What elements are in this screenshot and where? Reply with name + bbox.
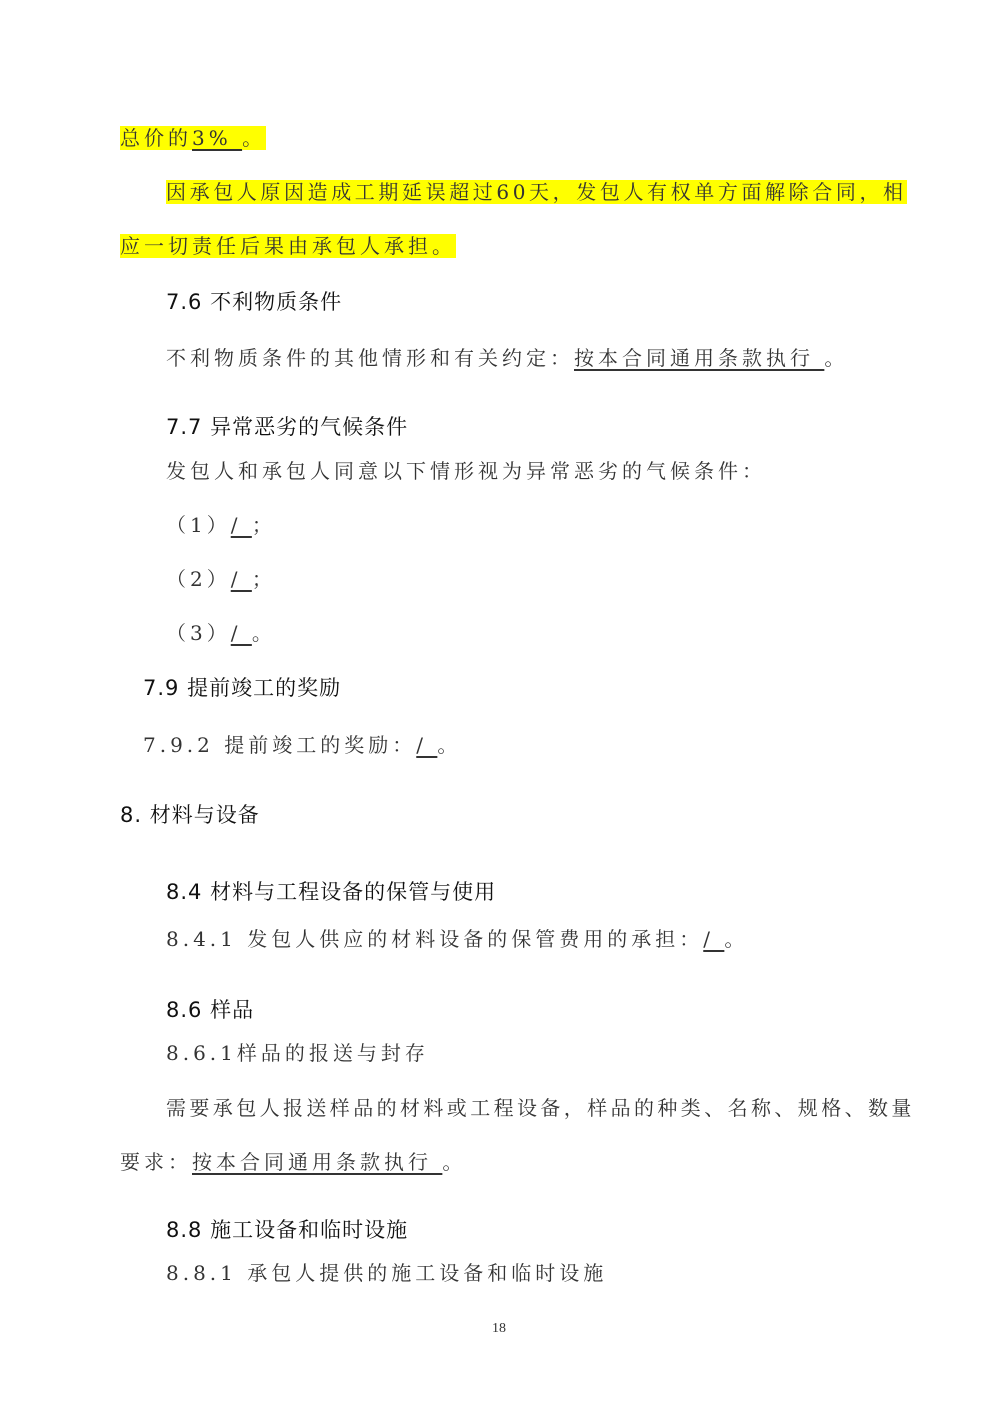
section-heading-7-7: 7.7 异常恶劣的气候条件 <box>166 415 409 439</box>
list-item <box>166 509 276 538</box>
text-fragment: 。 <box>824 346 849 370</box>
chapter-heading-8: 8. 材料与设备 <box>120 803 260 827</box>
text-fragment: 。 <box>724 927 749 951</box>
paragraph-price-ratio <box>120 122 266 151</box>
text-fragment: 不利物质条件的其他情形和有关约定： <box>166 346 574 370</box>
paragraph-7-9-2 <box>143 729 461 758</box>
section-heading-7-9: 7.9 提前竣工的奖励 <box>143 676 342 700</box>
text-fragment: 要求： <box>120 1150 192 1174</box>
fill-in-value: 3% <box>192 126 243 150</box>
fill-in-value: / <box>230 621 252 645</box>
subsection-8-6-1: 8.6.1样品的报送与封存 <box>166 1041 429 1065</box>
text-fragment: 总价的 <box>120 126 192 150</box>
list-item-label: （3） <box>166 621 231 645</box>
fill-in-value: / <box>703 927 725 951</box>
subsection-8-8-1: 8.8.1 承包人提供的施工设备和临时设施 <box>166 1261 608 1285</box>
page-number: 18 <box>492 1321 506 1336</box>
text-fragment: 应一切责任后果由承包人承担。 <box>120 234 456 258</box>
fill-in-value: 按本合同通用条款执行 <box>574 346 825 370</box>
list-item-label: （1） <box>166 513 231 537</box>
text-fragment: 。 <box>442 1150 467 1174</box>
text-fragment: 8.4.1 发包人供应的材料设备的保管费用的承担： <box>166 927 704 951</box>
paragraph-termination-line-1 <box>166 176 907 205</box>
paragraph-termination-line-2 <box>120 230 456 259</box>
text-fragment: 因承包人原因造成工期延误超过60天，发包人有权单方面解除合同，相 <box>166 180 907 204</box>
paragraph-8-6-1-line-2 <box>120 1146 466 1175</box>
fill-in-value: / <box>230 567 252 591</box>
text-fragment: ； <box>251 567 276 591</box>
list-item <box>166 617 276 646</box>
section-heading-8-8: 8.8 施工设备和临时设施 <box>166 1218 409 1242</box>
paragraph-7-6 <box>166 342 848 371</box>
text-fragment: 。 <box>251 621 276 645</box>
section-heading-7-6: 7.6 不利物质条件 <box>166 290 343 314</box>
text-fragment: 7.9.2 提前竣工的奖励： <box>143 733 417 757</box>
paragraph-8-6-1-line-1: 需要承包人报送样品的材料或工程设备，样品的种类、名称、规格、数量 <box>166 1096 915 1120</box>
paragraph-7-7: 发包人和承包人同意以下情形视为异常恶劣的气候条件： <box>166 459 766 483</box>
section-heading-8-6: 8.6 样品 <box>166 998 255 1022</box>
fill-in-value: / <box>416 733 438 757</box>
text-fragment: 。 <box>242 126 267 150</box>
paragraph-8-4-1 <box>166 923 748 952</box>
fill-in-value: 按本合同通用条款执行 <box>192 1150 443 1174</box>
fill-in-value: / <box>230 513 252 537</box>
text-fragment: ； <box>251 513 276 537</box>
list-item <box>166 563 276 592</box>
text-fragment: 。 <box>437 733 462 757</box>
section-heading-8-4: 8.4 材料与工程设备的保管与使用 <box>166 880 497 904</box>
list-item-label: （2） <box>166 567 231 591</box>
